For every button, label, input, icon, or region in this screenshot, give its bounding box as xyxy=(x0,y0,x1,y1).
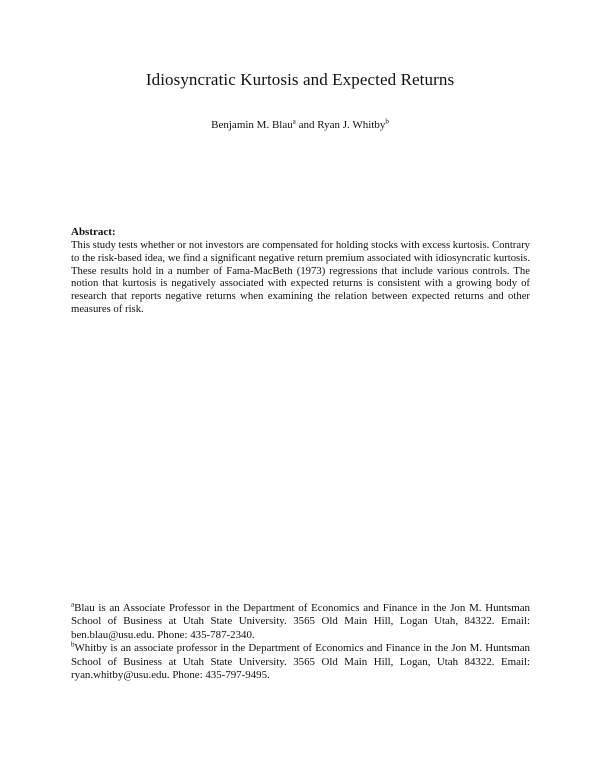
footnote-marker: b xyxy=(71,640,75,649)
author-name: Ryan J. Whitby xyxy=(317,119,386,131)
paper-title: Idiosyncratic Kurtosis and Expected Returns xyxy=(145,70,455,89)
footnotes xyxy=(71,602,530,682)
author-line xyxy=(0,119,600,131)
footnote xyxy=(71,602,530,642)
footnote-text: Whitby is an associate professor in the Department of Economics and Finance in the Jon M. Huntsman School of Business at Utah State University. 3565 Old Main Hill, Logan, Utah 84322. Email: ryan.whitby@usu.edu. Phone: 435-797-9495. xyxy=(71,642,530,682)
footnote-marker: b xyxy=(385,117,389,126)
abstract-heading: Abstract: xyxy=(71,226,116,238)
author-name: Benjamin M. Blau xyxy=(211,119,293,131)
footnote-text: Blau is an Associate Professor in the Department of Economics and Finance in the Jon M. Huntsman School of Business at Utah State University. 3565 Old Main Hill, Logan Utah, 84322. Email: ben.blau@usu.edu. Phone: 435-787-2340. xyxy=(71,602,530,641)
footnote xyxy=(71,642,530,682)
footnote-marker: a xyxy=(292,117,296,126)
author-conjunction: and xyxy=(295,119,318,131)
footnote-marker: a xyxy=(71,600,75,609)
abstract-body: This study tests whether or not investors are compensated for holding stocks with excess kurtosis. Contrary to the risk-based idea, we find a significant negative return premium associated with idiosyncratic kurtosis. These results hold in a number of Fama-MacBeth (1973) regressions that include various controls. The notion that kurtosis is negatively associated with expected returns is consistent with a growing body of research that reports negative returns when examining the relation between expected returns and other measures of risk. xyxy=(71,239,530,315)
